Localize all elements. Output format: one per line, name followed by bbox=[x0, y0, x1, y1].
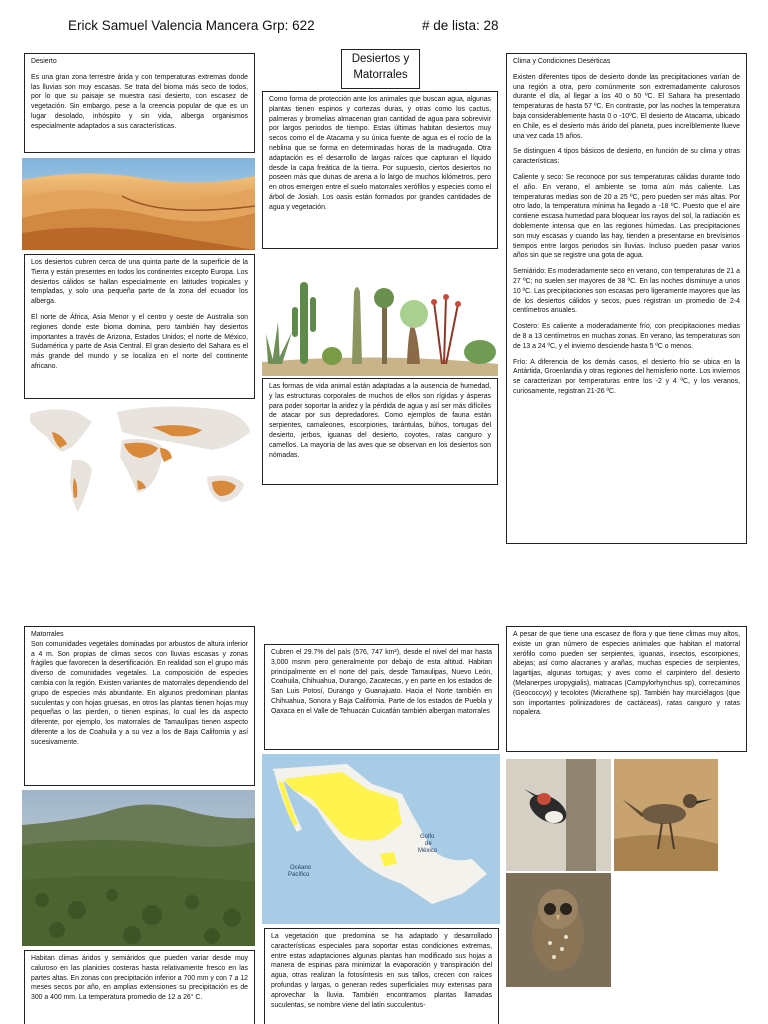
title-line-2: Matorrales bbox=[353, 68, 408, 81]
matorral-heading: Matorrales bbox=[31, 631, 64, 638]
matorral-fauna-box bbox=[506, 626, 747, 752]
desert-definition-box bbox=[24, 53, 255, 153]
mexico-distribution-text: Cubren el 29.7% del país (576, 747 km²), desde el nivel del mar hasta 3,000 msnm pero generalmente por debajo de esta altitud. Habitan principalmente en el norte del país, desde Tamaulipas, Nuevo León, Coahuila, Chihuahua, Durango, Zacatecas, y en parte en los estados de San Luis Potosí, Durango y Guanajuato. Hacia el Norte también en Chihuahua, Sonora y Baja California. Parte de los estados de Puebla y Oaxaca en el Valle de Tehuacán Cuicatlán también albergan matorrales bbox=[271, 649, 492, 715]
matorral-fauna-text: A pesar de que tiene una escasez de flora y que tiene climas muy altos, existe un gran número de especies animales que habitan el matorral xerófilo como pueden ser serpientes, iguanas, insectos, escorpiones, abejas; así como alacranes y arañas, muchas especies de serpientes, lagartijas, algunas tortugas; y aves como el carpintero del desierto (Melanerpes uropygialis), matracas (Campylorhynchus sp), correcaminos (Geococcyx) y tecolotes (Micrathene sp). También hay murciélagos (que son importantes polinizadores de cactáceas), ratas canguro y ratas nopalera. bbox=[513, 631, 740, 717]
matorral-climate-box bbox=[24, 950, 255, 1024]
page-title bbox=[341, 49, 420, 89]
desert-fauna-box bbox=[262, 378, 498, 485]
desert-climate-box bbox=[506, 53, 747, 544]
ocean-label-1: Océano bbox=[290, 865, 312, 871]
world-desert-map bbox=[22, 402, 255, 530]
plant-adaptation-box bbox=[262, 91, 498, 249]
page-header bbox=[0, 18, 768, 40]
matorral-landscape-image bbox=[22, 790, 255, 946]
climate-heading: Clima y Condiciones Desérticas bbox=[513, 58, 611, 65]
matorral-vegetation-box bbox=[264, 928, 499, 1024]
desert-distribution-box bbox=[24, 254, 255, 399]
climate-text-1: Existen diferentes tipos de desierto donde las precipitaciones varían de una región a otra, pero comúnmente son extremadamente calurosos durante el día, al llegar a los 40 o 50 ºC. El Sahara ha presentado temperaturas de hasta 57 ºC. En contraste, por las noches la temperatura baja considerablemente hasta 0 o -10ºC. El desierto de Atacama, ubicado en Chile, es el desierto más árido del planeta, pues increíblemente llueve una vez cada 15 años. bbox=[513, 73, 740, 140]
desert-heading: Desierto bbox=[31, 58, 57, 65]
desert-fauna-text: Las formas de vida animal están adaptadas a la ausencia de humedad, y las estructuras corporales de muchos de ellos son rígidas y ásperas para poder soportar la aridez y la pérdida de agua y así ser más difíciles de atacar por sus depredadores. Como ejemplos de fauna están serpientes, camaleones, escorpiones, tarántulas, búhos, tortugas del desierto, jerbos, iguanas del desierto, coyotes, ratas canguro y camellos. La mayoría de las aves que se observan en los desiertos son nómadas. bbox=[269, 383, 491, 459]
climate-hot-dry: Caliente y seco: Se reconoce por sus temperaturas cálidas durante todo el año. En verano, el ambiente se torna aún más caliente. Las temperaturas medias son de 20 a 25 ºC, pero pueden ser más altas. Por otro lado, la temperatura mínima ha llegado a -18 ºC. Puesto que el aire contiene escasa humedad para bloquear los rayos del sol, la radiación es doblemente intensa que en las regiones húmedas. Las precipitaciones son muy escasas y cuando las hay, tienden a presentarse en brevísimos tiempos entre largos periodos sin lluvias. Incluso pueden pasar varios años sin que se registre una gota de agua. bbox=[513, 173, 740, 260]
distribution-text-1: Los desiertos cubren cerca de una quinta parte de la superficie de la Tierra y están presentes en todos los continentes excepto Europa. Los desiertos cálidos se hallan especialmente en latitudes tropicales y templadas, y solo una pequeña parte de la zona del ecuador los alberga. bbox=[31, 259, 248, 306]
owl-photo bbox=[506, 873, 611, 987]
matorral-climate-text: Habitan climas áridos y semiáridos que pueden variar desde muy caluroso en las planicies costeras hasta relativamente fresco en las partes altas. En zonas con precipitación inferior a 700 mm y con 7 a 12 meses secos por año, en amplias extensiones su precipitación es de 300 a 400 mm. La temperatura promedio de 12 a 26° C. bbox=[31, 955, 248, 1002]
desert-definition-text: Es una gran zona terrestre árida y con temperaturas extremas donde las lluvias son muy escasas. Se trata del bioma más seco de todos, por lo que su paisaje se muestra casi desierto, con escasez de vegetación. Sin embargo, pese a la creencia popular de que es un lugar desolado, inhóspito y sin vida, alberga organismos especialmente adaptados a sus características. bbox=[31, 73, 248, 130]
student-name-group: Erick Samuel Valencia Mancera Grp: 622 bbox=[68, 18, 315, 33]
distribution-text-2: El norte de África, Asia Menor y el centro y oeste de Australia son regiones donde este bioma domina, pero también hay desiertos importantes a través de Arizona, Estados Unidos; el norte de México, Sudamérica y parte de Asia Central. El gran desierto del Sahara es el más grande del mundo y se localiza en el norte del continente africano. bbox=[31, 313, 248, 370]
roadrunner-photo bbox=[614, 759, 718, 871]
climate-cold: Frío: A diferencia de los demás casos, el desierto frío se ubica en la Antártida, Groenlandia y otras regiones del hemisferio norte. Los inviernos se caracterizan por temperaturas entre los -2 y 4 ºC, y los veranos, curiosamente, registran 21-26 ºC. bbox=[513, 358, 740, 395]
matorral-definition-text: Son comunidades vegetales dominadas por arbustos de altura inferior a 4 m. Son propias de climas secos con lluvias escasas y zonas frágiles que favorecen la desertificación. En realidad son el grupo más diverso de comunidades vegetales. La composición de especies cambia con la región. Existen variantes de matorrales dependiendo del grupo de especies más abundante. En algunos predominan plantas suculentas y con hojas gruesas, en otros las plantas tienen hojas muy pequeñas o las pierden, o tienen espinas, lo cual les da aspecto diferente, por ejemplo, los matorrales de Tamaulipas tienen aspecto diferente a los de Coahuila y a su vez a los de Baja California y así sucesivamente. bbox=[31, 640, 248, 746]
matorral-definition-box bbox=[24, 626, 255, 786]
desert-plants-illustration bbox=[262, 252, 498, 376]
matorral-mexico-distribution-box bbox=[264, 644, 499, 750]
woodpecker-photo bbox=[506, 759, 611, 871]
climate-text-2: Se distinguen 4 tipos básicos de desierto, en función de su clima y otras características: bbox=[513, 148, 740, 166]
matorral-vegetation-text: La vegetación que predomina se ha adaptado y desarrollado características especiales para soportar estas condiciones extremas, entre estas adaptaciones algunas plantas han modificado sus hojas a manera de espinas para minimizar la evaporación y transpiración del agua, otras realizan la fotosíntesis en sus tallos, crecen con raíces profundas y largas, o generan redes superficiales muy extensas para aprovechar la lluvia. También encontramos plantas llamadas suculentas, se nombre viene del latín succulentus- bbox=[271, 933, 492, 1009]
gulf-label-1: Golfo bbox=[420, 834, 435, 840]
gulf-label-3: México bbox=[418, 848, 438, 854]
climate-semiarid: Semiárido: Es moderadamente seco en verano, con temperaturas de 21 a 27 ºC; no suelen ser mayores de 38 ºC. En las noches disminuye a unos 10 ºC. Las precipitaciones son escasas pero ligeramente mayores que las de los desiertos cálidos y secos, pues registran un promedio de 2-4 centímetros anuales. bbox=[513, 268, 740, 315]
mexico-matorral-map bbox=[262, 754, 500, 924]
climate-coastal: Costero: Es caliente a moderadamente frío, con precipitaciones medias de 8 a 13 centímetros en muchas zonas. En verano, las temperaturas son de 13 a 24 ºC, y el invierno desciende hasta 5 ºC o menos. bbox=[513, 323, 740, 350]
gulf-label-2: de bbox=[425, 841, 432, 847]
ocean-label-2: Pacífico bbox=[288, 872, 310, 878]
title-line-1: Desiertos y bbox=[351, 53, 410, 65]
list-number: # de lista: 28 bbox=[422, 18, 499, 33]
desert-dunes-image bbox=[22, 158, 255, 250]
plant-adaptation-text: Como forma de protección ante los animales que buscan agua, algunas plantas tienen espinos y cortezas duras, y otras como los cactus, palmeras y bromelias almacenan gran cantidad de agua para sobrevivir por largos periodos de tiempo. Estas últimas habitan desiertos muy secos como el de Atacama y su única fuente de agua es el rocío de la neblina que se forma en determinadas horas de la madrugada. Otra adaptación es el desarrollo de largas raíces que capturan el líquido desde la capa freática de la tierra. Por supuesto, ciertos desiertos no poseen más que dunas de arena a lo largo de muchos kilómetros, pero en otros emergen entre el suelo matorrales xerófilos y especies como el árbol de Josiah. Los oasis están formados por grandes cantidades de agua y vegetación. bbox=[269, 96, 491, 211]
